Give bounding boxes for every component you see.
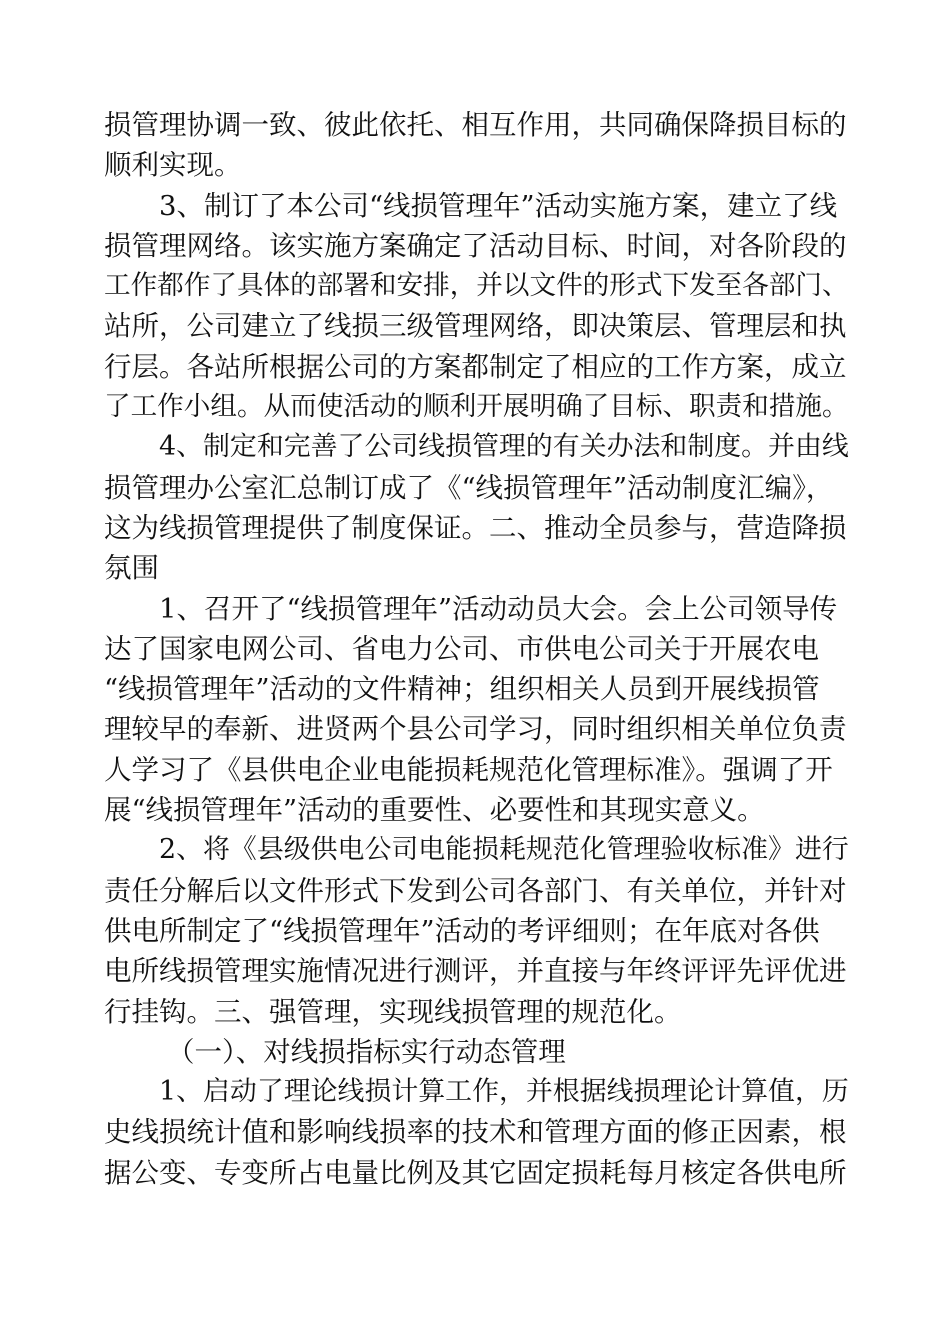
body-text bbox=[104, 105, 849, 1193]
text-line: 氛围 bbox=[104, 552, 159, 585]
text-line: 站所，公司建立了线损三级管理网络，即决策层、管理层和执 bbox=[104, 310, 847, 343]
text-line: 展“线损管理年”活动的重要性、必要性和其现实意义。 bbox=[104, 794, 765, 827]
text-line: 理较早的奉新、进贤两个县公司学习，同时组织相关单位负责 bbox=[104, 713, 847, 746]
paragraph-start-line: 1、启动了理论线损计算工作，并根据线损理论计算值，历 bbox=[159, 1076, 849, 1108]
text-line: 这为线损管理提供了制度保证。二、推动全员参与，营造降损 bbox=[104, 511, 847, 544]
text-line: 损管理网络。该实施方案确定了活动目标、时间，对各阶段的 bbox=[104, 229, 847, 262]
section-subheading: （一）、对线损指标实行动态管理 bbox=[167, 1035, 566, 1068]
text-line: 行层。各站所根据公司的方案都制定了相应的工作方案，成立 bbox=[104, 350, 847, 383]
text-line: 损管理协调一致、彼此依托、相互作用，共同确保降损目标的 bbox=[104, 109, 847, 141]
text-line: 工作都作了具体的部署和安排，并以文件的形式下发至各部门、 bbox=[104, 270, 849, 302]
text-line: 行挂钩。三、强管理，实现线损管理的规范化。 bbox=[104, 995, 682, 1028]
text-line: 人学习了《县供电企业电能损耗规范化管理标准》。强调了开 bbox=[104, 753, 833, 786]
paragraph-start-line: 4、制定和完善了公司线损管理的有关办法和制度。并由线 bbox=[159, 431, 849, 463]
text-line: 责任分解后以文件形式下发到公司各部门、有关单位，并针对 bbox=[104, 874, 847, 907]
paragraph-start-line: 3、制订了本公司“线损管理年”活动实施方案，建立了线 bbox=[159, 189, 838, 222]
text-line: 损管理办公室汇总制订成了《“线损管理年”活动制度汇编》， bbox=[104, 471, 834, 504]
text-line: 达了国家电网公司、省电力公司、市供电公司关于开展农电 bbox=[104, 632, 819, 665]
paragraph-start-line: 2、将《县级供电公司电能损耗规范化管理验收标准》进行 bbox=[159, 834, 849, 866]
text-line: 供电所制定了“线损管理年”活动的考评细则；在年底对各供 bbox=[104, 914, 820, 947]
paragraph-start-line: 1、召开了“线损管理年”活动动员大会。会上公司领导传 bbox=[159, 592, 838, 625]
text-line: 据公变、专变所占电量比例及其它固定损耗每月核定各供电所 bbox=[104, 1156, 847, 1189]
text-line: 史线损统计值和影响线损率的技术和管理方面的修正因素，根 bbox=[104, 1116, 847, 1149]
text-line: “线损管理年”活动的文件精神；组织相关人员到开展线损管 bbox=[104, 673, 820, 706]
text-line: 电所线损管理实施情况进行测评，并直接与年终评评先评优进 bbox=[104, 955, 847, 988]
text-line: 顺利实现。 bbox=[104, 149, 242, 182]
text-line: 了工作小组。从而使活动的顺利开展明确了目标、职责和措施。 bbox=[104, 391, 849, 423]
